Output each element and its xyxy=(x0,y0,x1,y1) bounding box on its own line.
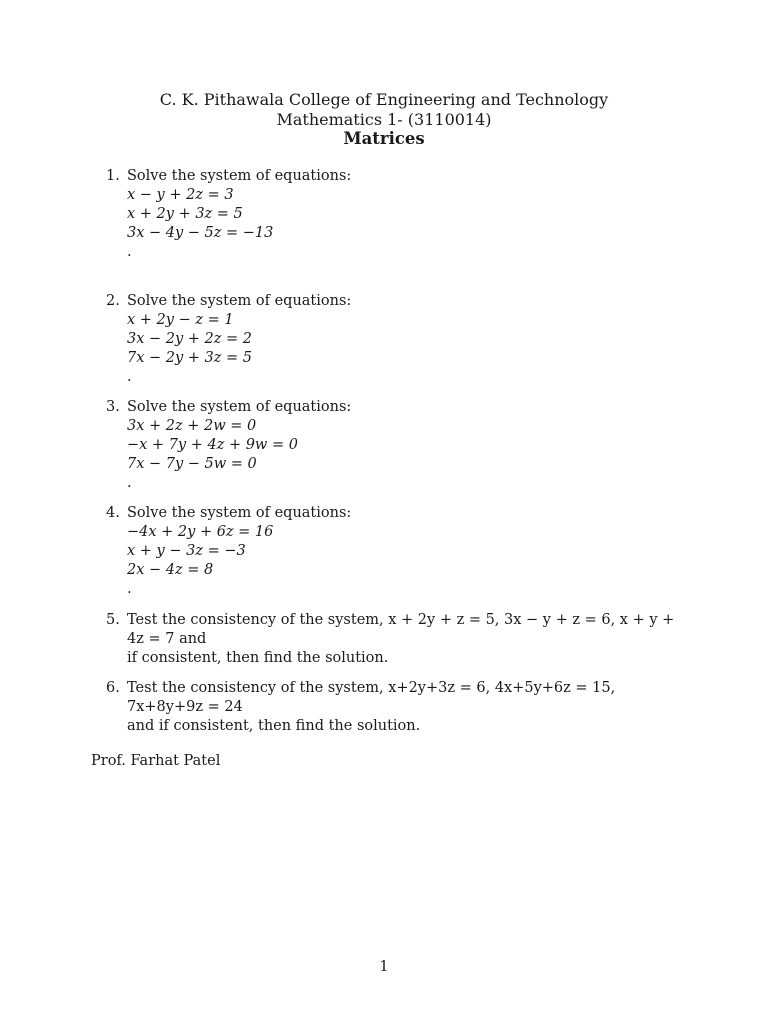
end-dot: . xyxy=(127,581,132,597)
question-text-line: Test the consistency of the system, x+2y+3z = 6, 4x+5y+6z = 15, 7x+8y+9z = 24 xyxy=(127,680,616,715)
equation: 3x − 4y − 5z = −13 xyxy=(127,225,274,241)
equation: 7x − 7y − 5w = 0 xyxy=(127,456,257,472)
question-number: 1. xyxy=(106,168,120,184)
page-number: 1 xyxy=(379,959,389,975)
document-title: Matrices xyxy=(343,129,425,148)
question-number: 3. xyxy=(106,399,120,415)
question-number: 6. xyxy=(106,680,120,696)
question-2 xyxy=(106,292,686,387)
question-text-line: if consistent, then find the solution. xyxy=(127,650,389,666)
question-5 xyxy=(106,611,686,668)
equation: 3x + 2z + 2w = 0 xyxy=(127,418,257,434)
equation: x + 2y − z = 1 xyxy=(127,312,234,328)
equation: 3x − 2y + 2z = 2 xyxy=(127,331,253,347)
question-1 xyxy=(106,167,686,262)
equation: x + y − 3z = −3 xyxy=(127,543,246,559)
course-name: Mathematics 1- (3110014) xyxy=(276,109,492,129)
question-prompt: Solve the system of equations: xyxy=(127,293,352,309)
equation: x + 2y + 3z = 5 xyxy=(127,206,243,222)
end-dot: . xyxy=(127,475,132,491)
college-name: C. K. Pithawala College of Engineering and Technology xyxy=(159,90,609,109)
question-prompt: Solve the system of equations: xyxy=(127,168,352,184)
signature: Prof. Farhat Patel xyxy=(91,753,221,769)
equation: 7x − 2y + 3z = 5 xyxy=(127,350,253,366)
equation: x − y + 2z = 3 xyxy=(127,187,234,203)
question-number: 4. xyxy=(106,505,120,521)
question-6 xyxy=(106,679,686,736)
end-dot: . xyxy=(127,244,132,260)
document-header xyxy=(0,90,768,149)
equation: −x + 7y + 4z + 9w = 0 xyxy=(127,437,298,453)
question-text-line: and if consistent, then find the solution. xyxy=(127,718,421,734)
equation: −4x + 2y + 6z = 16 xyxy=(127,524,274,540)
equation: 2x − 4z = 8 xyxy=(127,562,214,578)
question-prompt: Solve the system of equations: xyxy=(127,399,352,415)
question-prompt: Solve the system of equations: xyxy=(127,505,352,521)
end-dot: . xyxy=(127,369,132,385)
question-number: 2. xyxy=(106,293,120,309)
question-4 xyxy=(106,504,686,599)
question-3 xyxy=(106,398,686,493)
question-text-line: Test the consistency of the system, x + 2y + z = 5, 3x − y + z = 6, x + y + 4z = 7 and xyxy=(127,612,675,647)
question-number: 5. xyxy=(106,612,120,628)
